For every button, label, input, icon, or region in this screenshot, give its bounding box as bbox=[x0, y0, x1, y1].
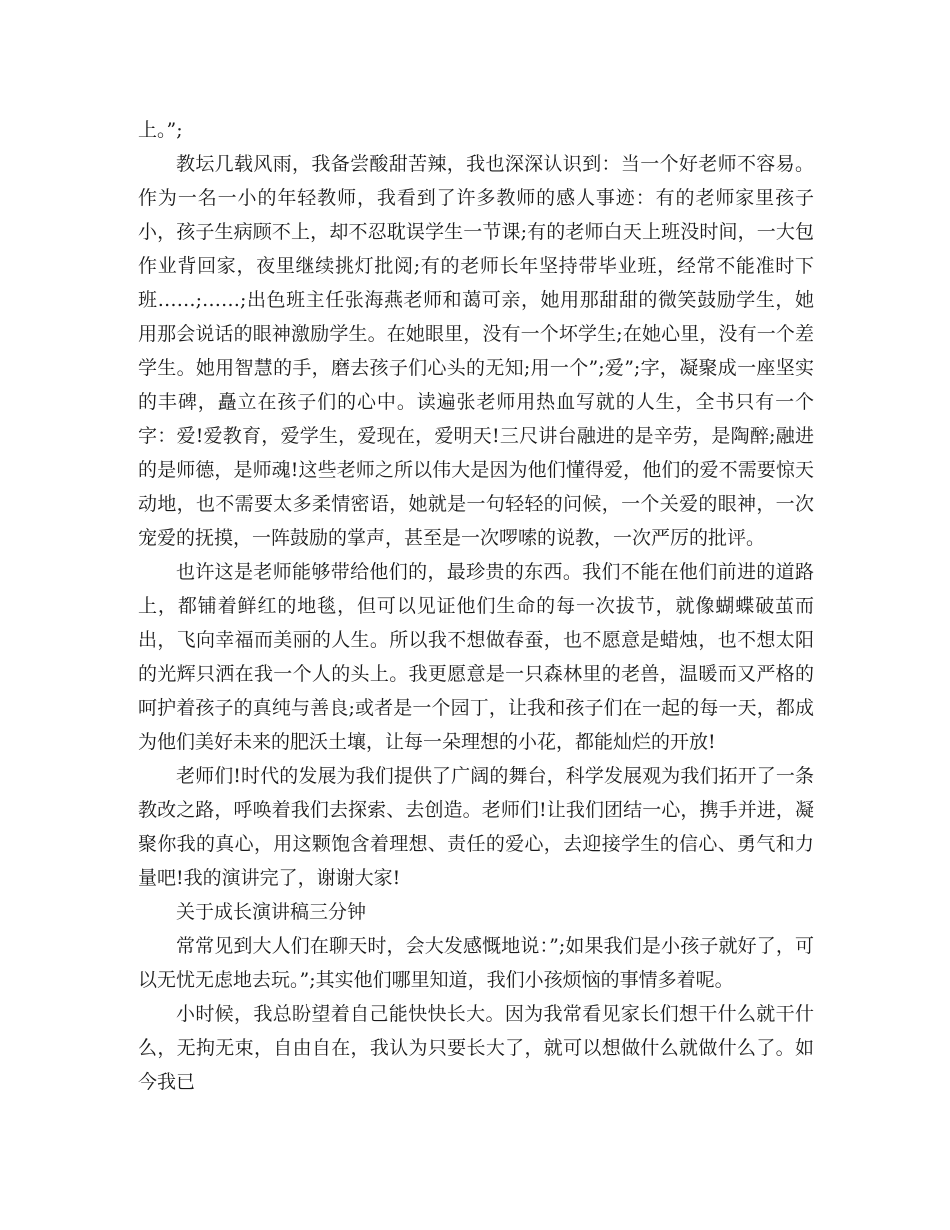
paragraph-precious-things: 也许这是老师能够带给他们的，最珍贵的东西。我们不能在他们前进的道路上，都铺着鲜红的地毯，但可以见证他们生命的每一次拔节，就像蝴蝶破茧而出，飞向幸福而美丽的人生。所以我不想做春蚕，也不愿意是蜡烛，也不想太阳的光辉只洒在我一个人的头上。我更愿意是一只森林里的老兽，温暖而又严格的呵护着孩子的真纯与善良;或者是一个园丁，让我和孩子们在一起的每一天，都成为他们美好未来的肥沃土壤，让每一朵理想的小花，都能灿烂的开放! bbox=[138, 561, 814, 753]
paragraph-childhood: 小时候，我总盼望着自己能快快长大。因为我常看见家长们想干什么就干什么，无拘无束，自由自在，我认为只要长大了，就可以想做什么就做什么了。如今我已 bbox=[138, 1003, 814, 1093]
paragraph-closing-appeal: 老师们!时代的发展为我们提供了广阔的舞台，科学发展观为我们拓开了一条教改之路，呼唤着我们去探索、去创造。老师们!让我们团结一心，携手并进，凝聚你我的真心，用这颗饱含着理想、责任的爱心，去迎接学生的信心、勇气和力量吧!我的演讲完了，谢谢大家! bbox=[138, 765, 814, 889]
section-heading: 关于成长演讲稿三分钟 bbox=[176, 901, 367, 923]
paragraph-adults-chat: 常常见到大人们在聊天时，会大发感慨地说：”;如果我们是小孩子就好了，可以无忧无虑地去玩。”;其实他们哪里知道，我们小孩烦恼的事情多着呢。 bbox=[138, 935, 814, 991]
document-body bbox=[138, 113, 814, 1099]
paragraph-teaching-years: 教坛几载风雨，我备尝酸甜苦辣，我也深深认识到：当一个好老师不容易。作为一名一小的年轻教师，我看到了许多教师的感人事迹：有的老师家里孩子小，孩子生病顾不上，却不忍耽误学生一节课;有的老师白天上班没时间，一大包作业背回家，夜里继续挑灯批阅;有的老师长年坚持带毕业班，经常不能准时下班……;……;出色班主任张海燕老师和蔼可亲，她用那甜甜的微笑鼓励学生，她用那会说话的眼神激励学生。在她眼里，没有一个坏学生;在她心里，没有一个差学生。她用智慧的手，磨去孩子们心头的无知;用一个”;爱”;字，凝聚成一座坚实的丰碑，矗立在孩子们的心中。读遍张老师用热血写就的人生，全书只有一个字：爱!爱教育，爱学生，爱现在，爱明天!三尺讲台融进的是辛劳，是陶醉;融进的是师德，是师魂!这些老师之所以伟大是因为他们懂得爱，他们的爱不需要惊天动地，也不需要太多柔情密语，她就是一句轻轻的问候，一个关爱的眼神，一次宠爱的抚摸，一阵鼓励的掌声，甚至是一次啰嗦的说教，一次严厉的批评。 bbox=[138, 153, 814, 549]
paragraph-continuation: 上。”; bbox=[138, 119, 183, 141]
